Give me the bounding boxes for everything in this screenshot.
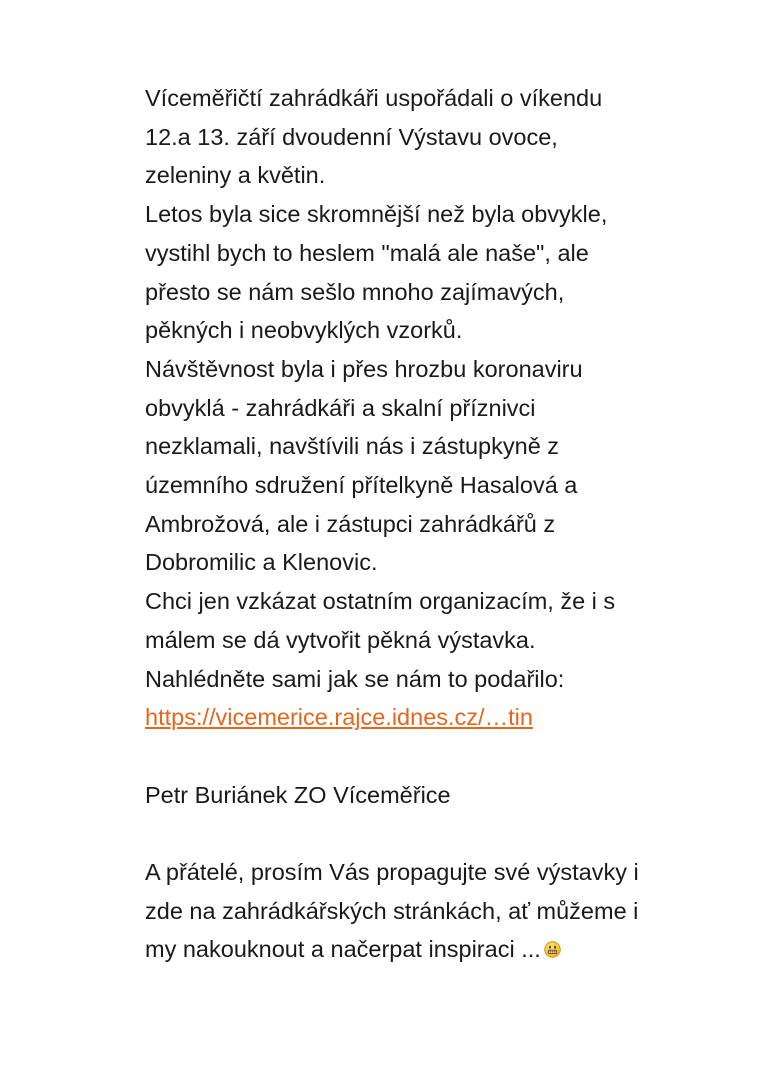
signature: Petr Buriánek ZO Víceměřice: [145, 781, 451, 808]
text-line: Chci jen vzkázat ostatním organizacím, že i s: [145, 588, 616, 615]
text-line: vystihl bych to heslem "malá ale naše", ale: [145, 239, 589, 266]
text-line: Dobromilic a Klenovic.: [145, 549, 378, 576]
text-line: Návštěvnost byla i přes hrozbu koronaviru: [145, 355, 583, 382]
text-line: A přátelé, prosím Vás propagujte své výstavky i: [145, 859, 639, 886]
grinning-face-icon: [544, 931, 561, 948]
text-line: zeleniny a květin.: [145, 162, 326, 189]
text-line: málem se dá vytvořit pěkná výstavka.: [145, 626, 536, 653]
text-line: přesto se nám sešlo mnoho zajímavých,: [145, 278, 565, 305]
text-line: zde na zahrádkářských stránkách, ať můžeme i: [145, 897, 639, 924]
text-line-with-emoji: [145, 930, 745, 969]
article-body: [145, 79, 745, 969]
text-line: pěkných i neobvyklých vzorků.: [145, 317, 463, 344]
text-line: Víceměřičtí zahrádkáři uspořádali o víkendu: [145, 85, 603, 111]
text-line: my nakouknout a načerpat inspiraci ...: [145, 936, 541, 963]
gallery-link[interactable]: https://vicemerice.rajce.idnes.cz/…tin: [145, 704, 533, 731]
spacer: [145, 737, 745, 776]
text-line: Ambrožová, ale i zástupci zahrádkářů z: [145, 510, 556, 537]
text-line: nezklamali, navštívili nás i zástupkyně z: [145, 433, 560, 460]
text-line: obvyklá - zahrádkáři a skalní příznivci: [145, 394, 536, 421]
text-line: Nahlédněte sami jak se nám to podařilo:: [145, 665, 565, 692]
spacer: [145, 814, 745, 853]
gallery-link-line: [145, 698, 745, 737]
text-line: územního sdružení přítelkyně Hasalová a: [145, 472, 578, 499]
paragraph-appeal: [145, 853, 745, 969]
text-line: 12.a 13. září dvoudenní Výstavu ovoce,: [145, 123, 558, 150]
paragraph-exhibition: [145, 79, 745, 737]
text-line: Letos byla sice skromnější než byla obvykle,: [145, 201, 608, 228]
